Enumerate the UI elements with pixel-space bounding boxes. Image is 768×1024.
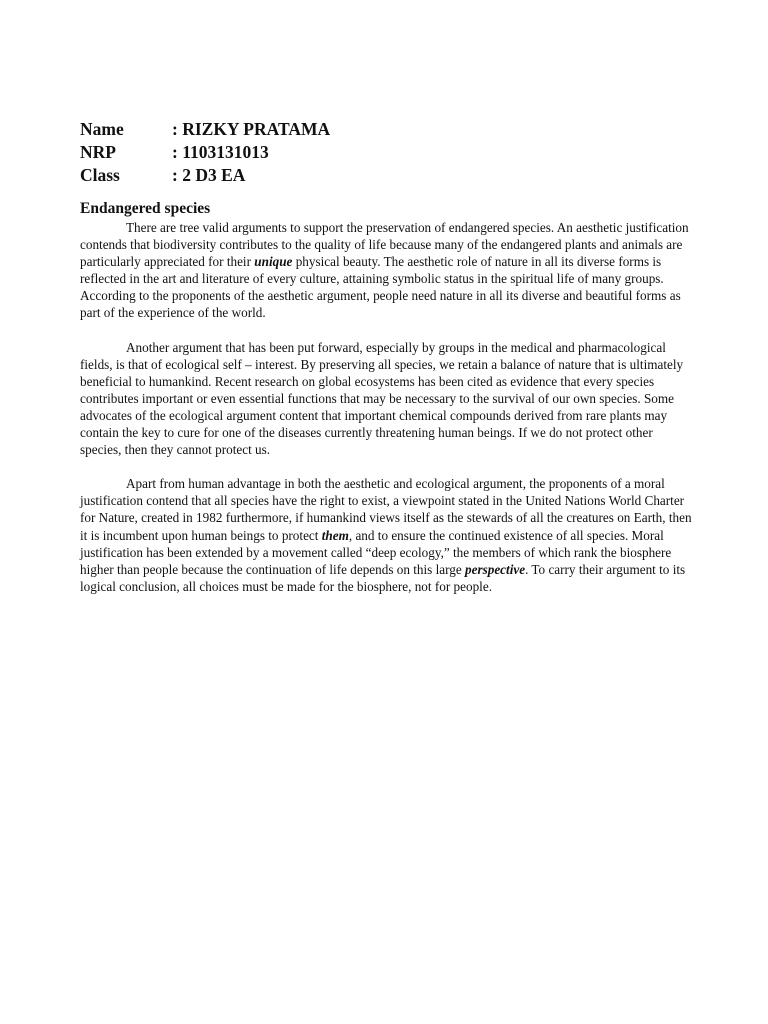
paragraph-1-text-a: There are tree valid arguments to support the preservation of endangered species. An aesthetic justification contends that biodiversity contributes to the quality of life because many of the endangered plants and animals are particularly appreciated for their xyxy=(80,220,689,270)
document-page xyxy=(80,118,692,612)
emphasis-perspective: perspective xyxy=(465,561,526,577)
paragraph-3-text-a: Apart from human advantage in both the aesthetic and ecological argument, the proponents of a moral justification contend that all species have the right to exist, a viewpoint stated in the United Nations World Charter for Nature, created in 1982 furthermore, if humankind views itself as the stewards of all the creatures on Earth, then it is incumbent upon human beings to protect xyxy=(80,476,692,543)
name-label: Name xyxy=(80,119,124,139)
nrp-value: : 1103131013 xyxy=(172,142,269,162)
paragraph-2: Another argument that has been put forward, especially by groups in the medical and pharmacological fields, is that of ecological self – interest. By preserving all species, we retain a balance of nature that is ultimately beneficial to humankind. Recent research on global ecosystems has been cited as evidence that every species contributes important or even essential functions that may be necessary to the survival of our own species. Some advocates of the ecological argument content that important chemical compounds derived from rare plants may contain the key to cure for one of the diseases currently threatening human beings. If we do not protect other species, then they cannot protect us. xyxy=(80,339,684,458)
name-value: : RIZKY PRATAMA xyxy=(172,119,331,139)
paragraph-3-text-c: . To carry their argument to its logical conclusion, all choices must be made for the biosphere, not for people. xyxy=(80,561,686,594)
emphasis-them: them xyxy=(321,527,349,543)
paragraph-3 xyxy=(80,475,692,595)
nrp-row xyxy=(80,141,692,164)
paragraph-3-text-b: , and to ensure the continued existence of all species. Moral justification has been extended by a movement called “deep ecology,” the members of which rank the biosphere higher than people because the continuation of life depends on this large xyxy=(80,527,672,577)
emphasis-unique: unique xyxy=(254,254,293,270)
student-info xyxy=(80,118,692,187)
nrp-label: NRP xyxy=(80,142,116,162)
class-value: : 2 D3 EA xyxy=(172,165,246,185)
paragraph-1-text-b: physical beauty. The aesthetic role of nature in all its diverse forms is reflected in the art and literature of every culture, attaining symbolic status in the spiritual life of many groups. According to the proponents of the aesthetic argument, people need nature in all its diverse and beautiful forms as part of the experience of the world. xyxy=(80,254,681,321)
name-row xyxy=(80,118,692,141)
paragraph-1 xyxy=(80,219,692,322)
class-row xyxy=(80,164,692,187)
essay-title: Endangered species xyxy=(80,200,211,217)
class-label: Class xyxy=(80,165,120,185)
